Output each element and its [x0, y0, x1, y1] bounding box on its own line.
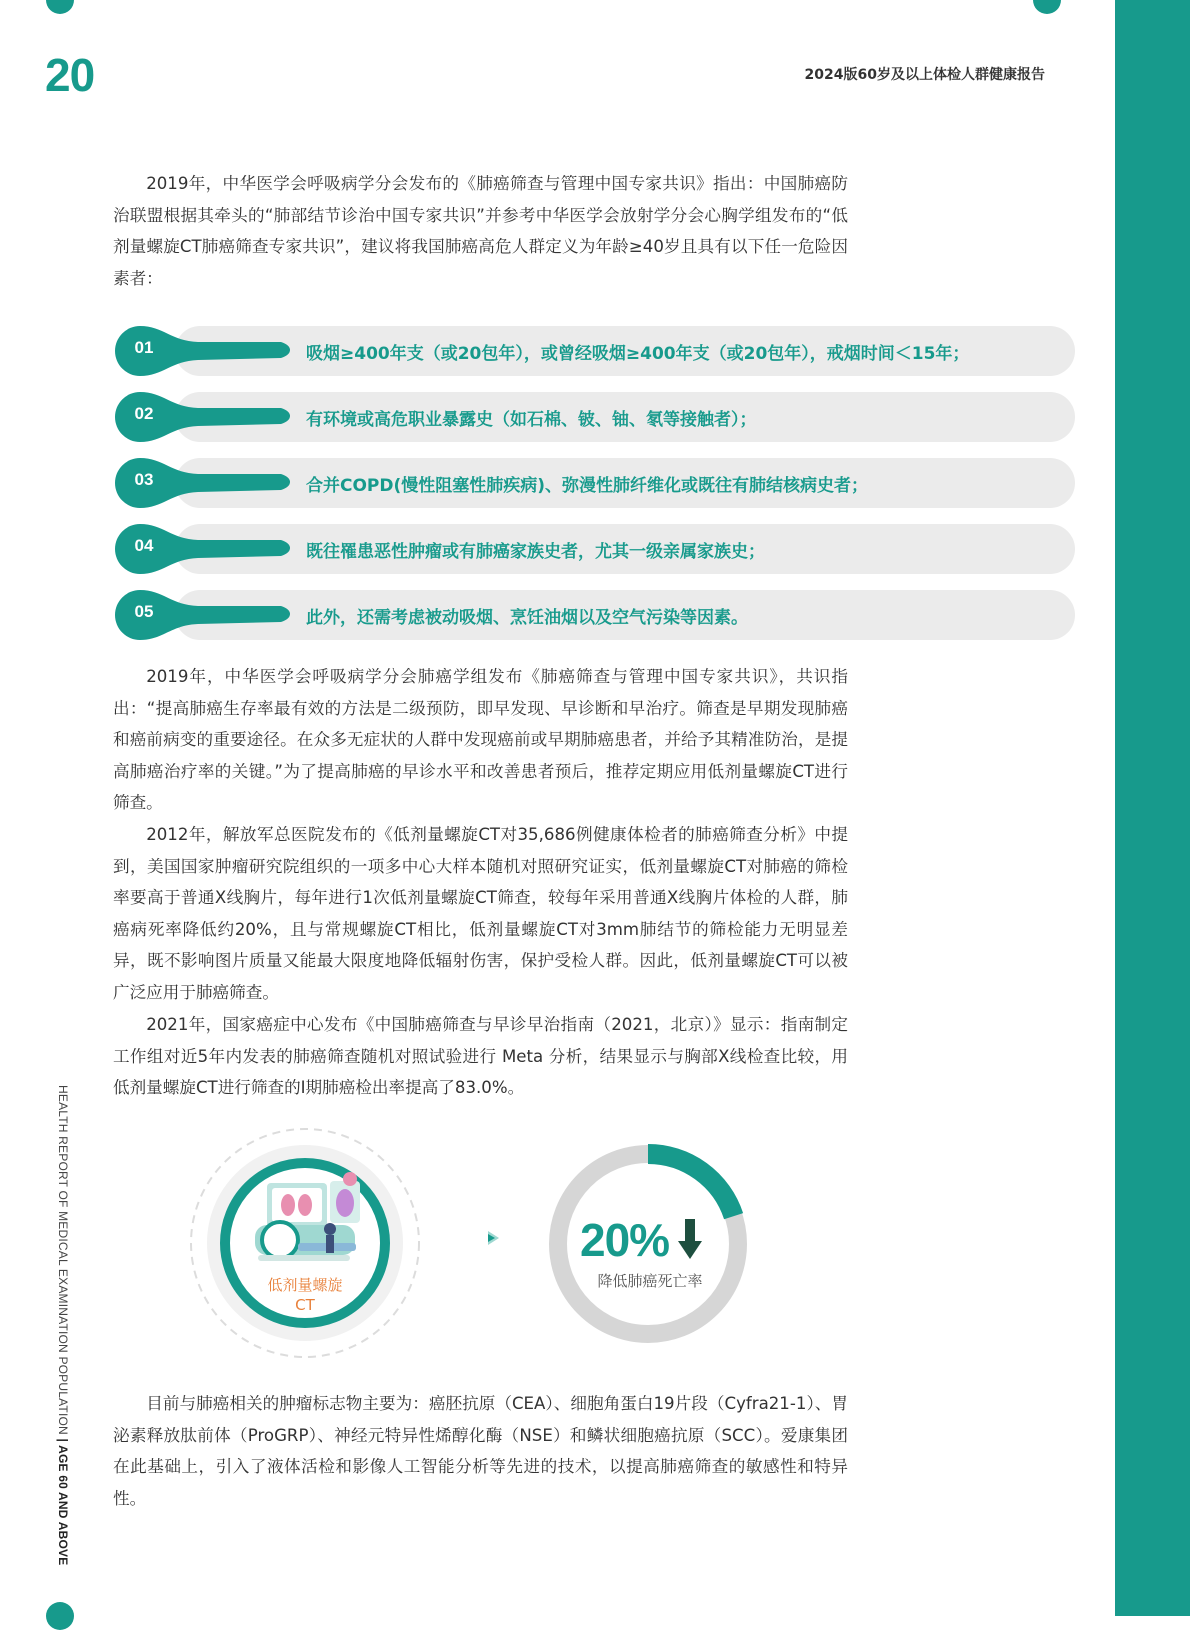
risk-factor-item [113, 390, 1075, 442]
body-paragraph: 2021年，国家癌症中心发布《中国肺癌筛查与早诊早治指南（2021，北京）》显示：指南制定工作组对近5年内发表的肺癌筛查随机对照试验进行 Meta 分析，结果显示与胸部X线检查比较，用低剂量螺旋CT进行筛查的I期肺癌检出率提高了83.0%。 [113, 1015, 848, 1097]
risk-factor-number: 03 [134, 470, 154, 489]
ct-label-line2: CT [295, 1296, 315, 1314]
ct-screening-figure [195, 1125, 755, 1370]
percent-caption: 降低肺癌死亡率 [597, 1272, 703, 1290]
risk-factor-number: 04 [134, 536, 154, 555]
bottom-left-dot [46, 1602, 74, 1630]
ct-label-line1: 低剂量螺旋 [267, 1276, 343, 1294]
risk-factor-text: 吸烟≥400年支（或20包年），或曾经吸烟≥400年支（或20包年），戒烟时间＜15年； [306, 344, 970, 364]
side-label [56, 1085, 70, 1565]
risk-factor-text: 此外，还需考虑被动吸烟、烹饪油烟以及空气污染等因素。 [306, 608, 748, 628]
intro-paragraph: 2019年，中华医学会呼吸病学分会发布的《肺癌筛查与管理中国专家共识》指出：中国肺癌防治联盟根据其牵头的“肺部结节诊治中国专家共识”并参考中华医学会放射学分会心胸学组发布的“低剂量螺旋CT肺癌筛查专家共识”，建议将我国肺癌高危人群定义为年龄≥40岁且具有以下任一危险因素者： [113, 174, 848, 288]
side-label-bold: | AGE 60 AND ABOVE [56, 1438, 70, 1566]
risk-factor-number: 02 [134, 404, 154, 423]
risk-factor-text: 既往罹患恶性肿瘤或有肺癌家族史者，尤其一级亲属家族史； [306, 542, 765, 562]
right-accent-bar [1115, 0, 1190, 1616]
down-arrow-icon [677, 1217, 703, 1261]
ct-illustration [190, 1125, 430, 1370]
risk-factor-item [113, 588, 1075, 640]
percent-value: 20% [580, 1214, 670, 1266]
risk-factor-text: 合并COPD(慢性阻塞性肺疾病)、弥漫性肺纤维化或既往有肺结核病史者； [306, 476, 869, 496]
side-label-text: HEALTH REPORT OF MEDICAL EXAMINATION POPULATION [56, 1085, 70, 1439]
risk-factor-item [113, 522, 1075, 574]
donut-percent-arc [648, 1154, 734, 1216]
body-paragraph: 2019年，中华医学会呼吸病学分会肺癌学组发布《肺癌筛查与管理中国专家共识》，共识指出：“提高肺癌生存率最有效的方法是二级预防，即早发现、早诊断和早治疗。筛查是早期发现肺癌和癌前病变的重要途径。在众多无症状的人群中发现癌前或早期肺癌患者，并给予其精准防治，是提高肺癌治疗率的关键。”为了提高肺癌的早诊水平和改善患者预后，推荐定期应用低剂量螺旋CT进行筛查。 [113, 667, 848, 812]
page-number: 20 [45, 49, 95, 101]
risk-factor-number: 05 [134, 602, 154, 621]
risk-factor-item [113, 324, 1075, 376]
risk-factor-text: 有环境或高危职业暴露史（如石棉、铍、铀、氡等接触者）； [306, 410, 757, 430]
report-title: 2024版60岁及以上体检人群健康报告 [804, 67, 1045, 83]
top-left-dot [46, 0, 74, 14]
body-paragraph: 2012年，解放军总医院发布的《低剂量螺旋CT对35,686例健康体检者的肺癌筛查分析》中提到，美国国家肿瘤研究院组织的一项多中心大样本随机对照研究证实，低剂量螺旋CT对肺癌的筛检率要高于普通X线胸片，每年进行1次低剂量螺旋CT筛查，较每年采用普通X线胸片体检的人群，肺癌病死率降低约20%，且与常规螺旋CT相比，低剂量螺旋CT对3mm肺结节的筛检能力无明显差异，既不影响图片质量又能最大限度地降低辐射伤害，保护受检人群。因此，低剂量螺旋CT可以被广泛应用于肺癌筛查。 [113, 825, 848, 1002]
risk-factor-item [113, 456, 1075, 508]
top-right-dot [1033, 0, 1061, 14]
play-arrow-icon [485, 1229, 501, 1247]
risk-factor-list [113, 324, 1075, 654]
risk-factor-number: 01 [134, 338, 154, 357]
closing-paragraph: 目前与肺癌相关的肿瘤标志物主要为：癌胚抗原（CEA）、细胞角蛋白19片段（Cyfra21-1）、胃泌素释放肽前体（ProGRP）、神经元特异性烯醇化酶（NSE）和鳞状细胞癌抗原（SCC）。爱康集团在此基础上，引入了液体活检和影像人工智能分析等先进的技术，以提高肺癌筛查的敏感性和特异性。 [113, 1394, 848, 1508]
ct-label [250, 1275, 360, 1315]
